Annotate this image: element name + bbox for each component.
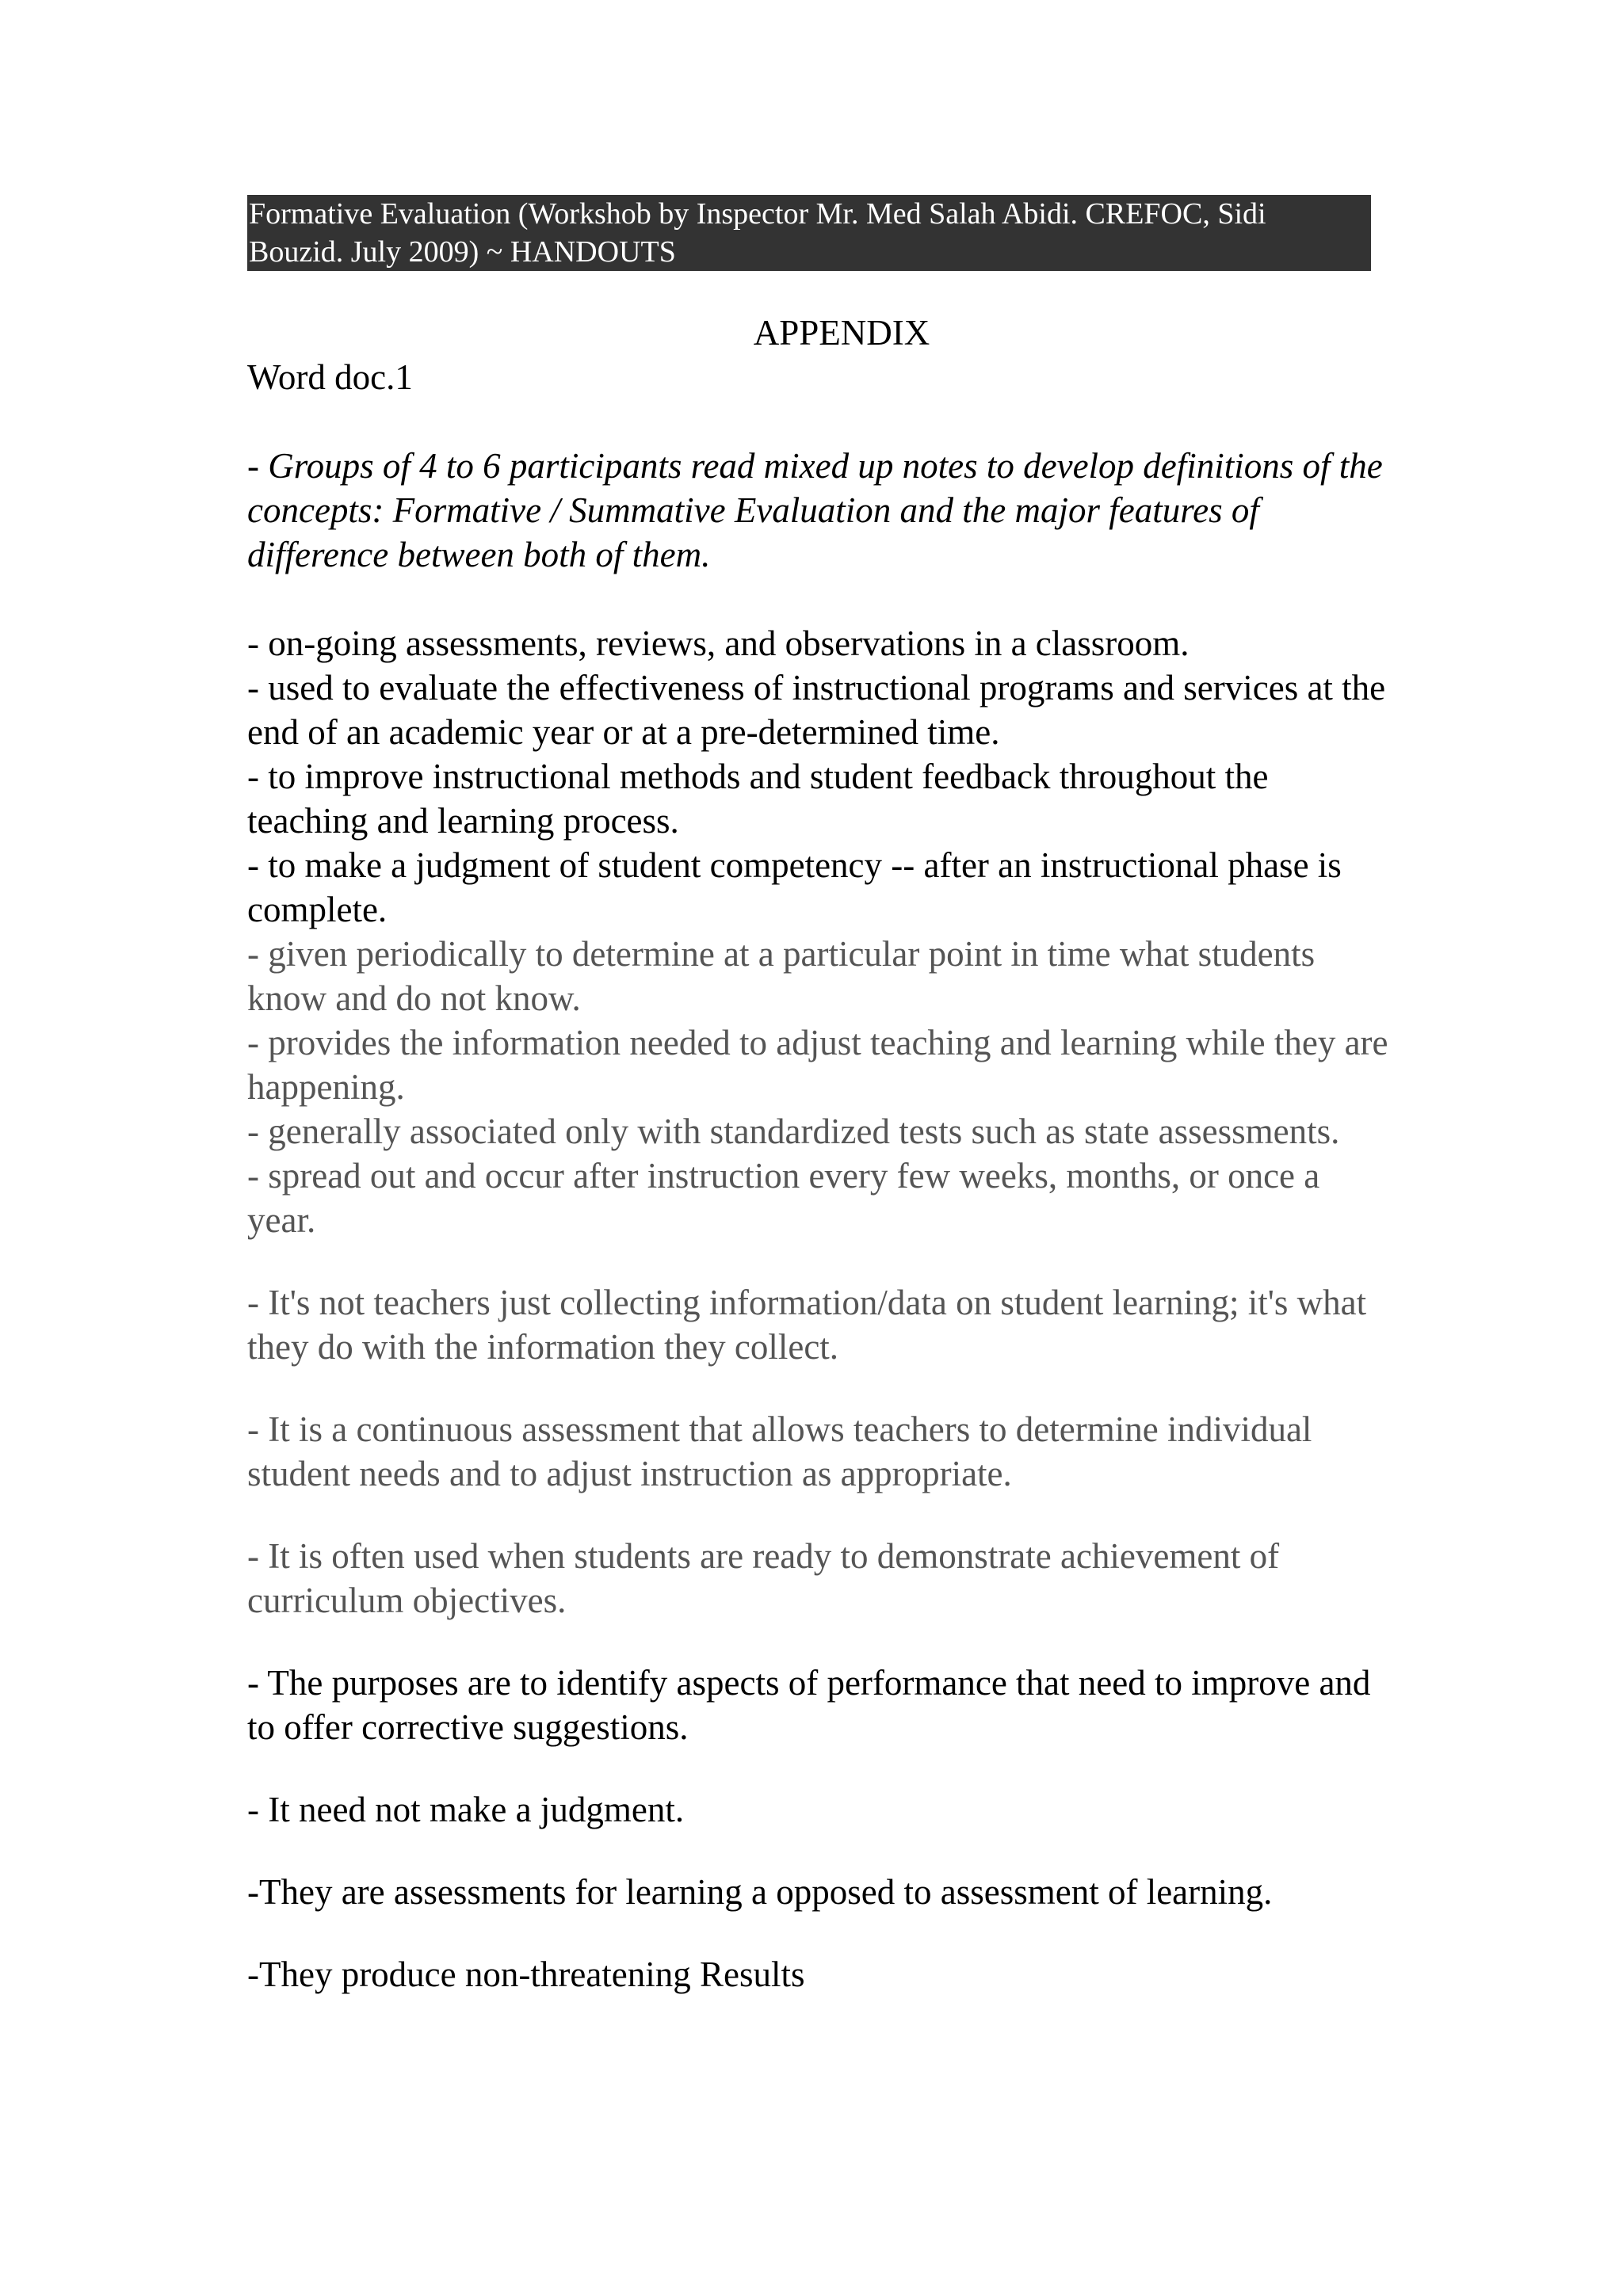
doc-label: Word doc.1	[247, 357, 413, 397]
note-item: - It need not make a judgment.	[247, 1790, 685, 1829]
note-item: - It is often used when students are ready to demonstrate achievement of curriculum objectives.	[247, 1536, 1280, 1620]
header-line-2: Bouzid. July 2009) ~ HANDOUTS	[249, 235, 676, 269]
task-instructions	[247, 444, 1388, 577]
note-item: - It's not teachers just collecting information/data on student learning; it's what they do with the information they collect.	[247, 1283, 1367, 1367]
note-item: - provides the information needed to adjust teaching and learning while they are happening.	[247, 1023, 1388, 1107]
note-item: - given periodically to determine at a particular point in time what students know and do not know.	[247, 934, 1316, 1018]
task-text: Groups of 4 to 6 participants read mixed up notes to develop definitions of the concepts: Formative / Summative Evaluation and the major features of difference between both of them.	[247, 446, 1383, 574]
note-item: - spread out and occur after instruction every few weeks, months, or once a year.	[247, 1156, 1320, 1240]
note-item: - It is a continuous assessment that allows teachers to determine individual student needs and to adjust instruction as appropriate.	[247, 1409, 1312, 1493]
note-item: -They are assessments for learning a opposed to assessment of learning.	[247, 1872, 1273, 1912]
header-line-1: Formative Evaluation (Workshob by Inspector Mr. Med Salah Abidi. CREFOC, Sidi	[249, 197, 1266, 231]
note-item: - The purposes are to identify aspects of performance that need to improve and to offer corrective suggestions.	[247, 1663, 1371, 1747]
note-item: - to make a judgment of student competency -- after an instructional phase is complete.	[247, 845, 1342, 929]
note-item: -They produce non-threatening Results	[247, 1955, 805, 1994]
header-banner	[247, 195, 1371, 271]
page-title: APPENDIX	[753, 313, 930, 353]
note-item: - generally associated only with standardized tests such as state assessments.	[247, 1112, 1340, 1151]
document-content	[247, 195, 1388, 1997]
note-item: - used to evaluate the effectiveness of instructional programs and services at the end of an academic year or at a pre-determined time.	[247, 668, 1386, 752]
task-dash: -	[247, 446, 269, 486]
note-item: - on-going assessments, reviews, and observations in a classroom.	[247, 624, 1190, 663]
note-item: - to improve instructional methods and student feedback throughout the teaching and learning process.	[247, 757, 1269, 841]
notes-list	[247, 621, 1388, 1997]
